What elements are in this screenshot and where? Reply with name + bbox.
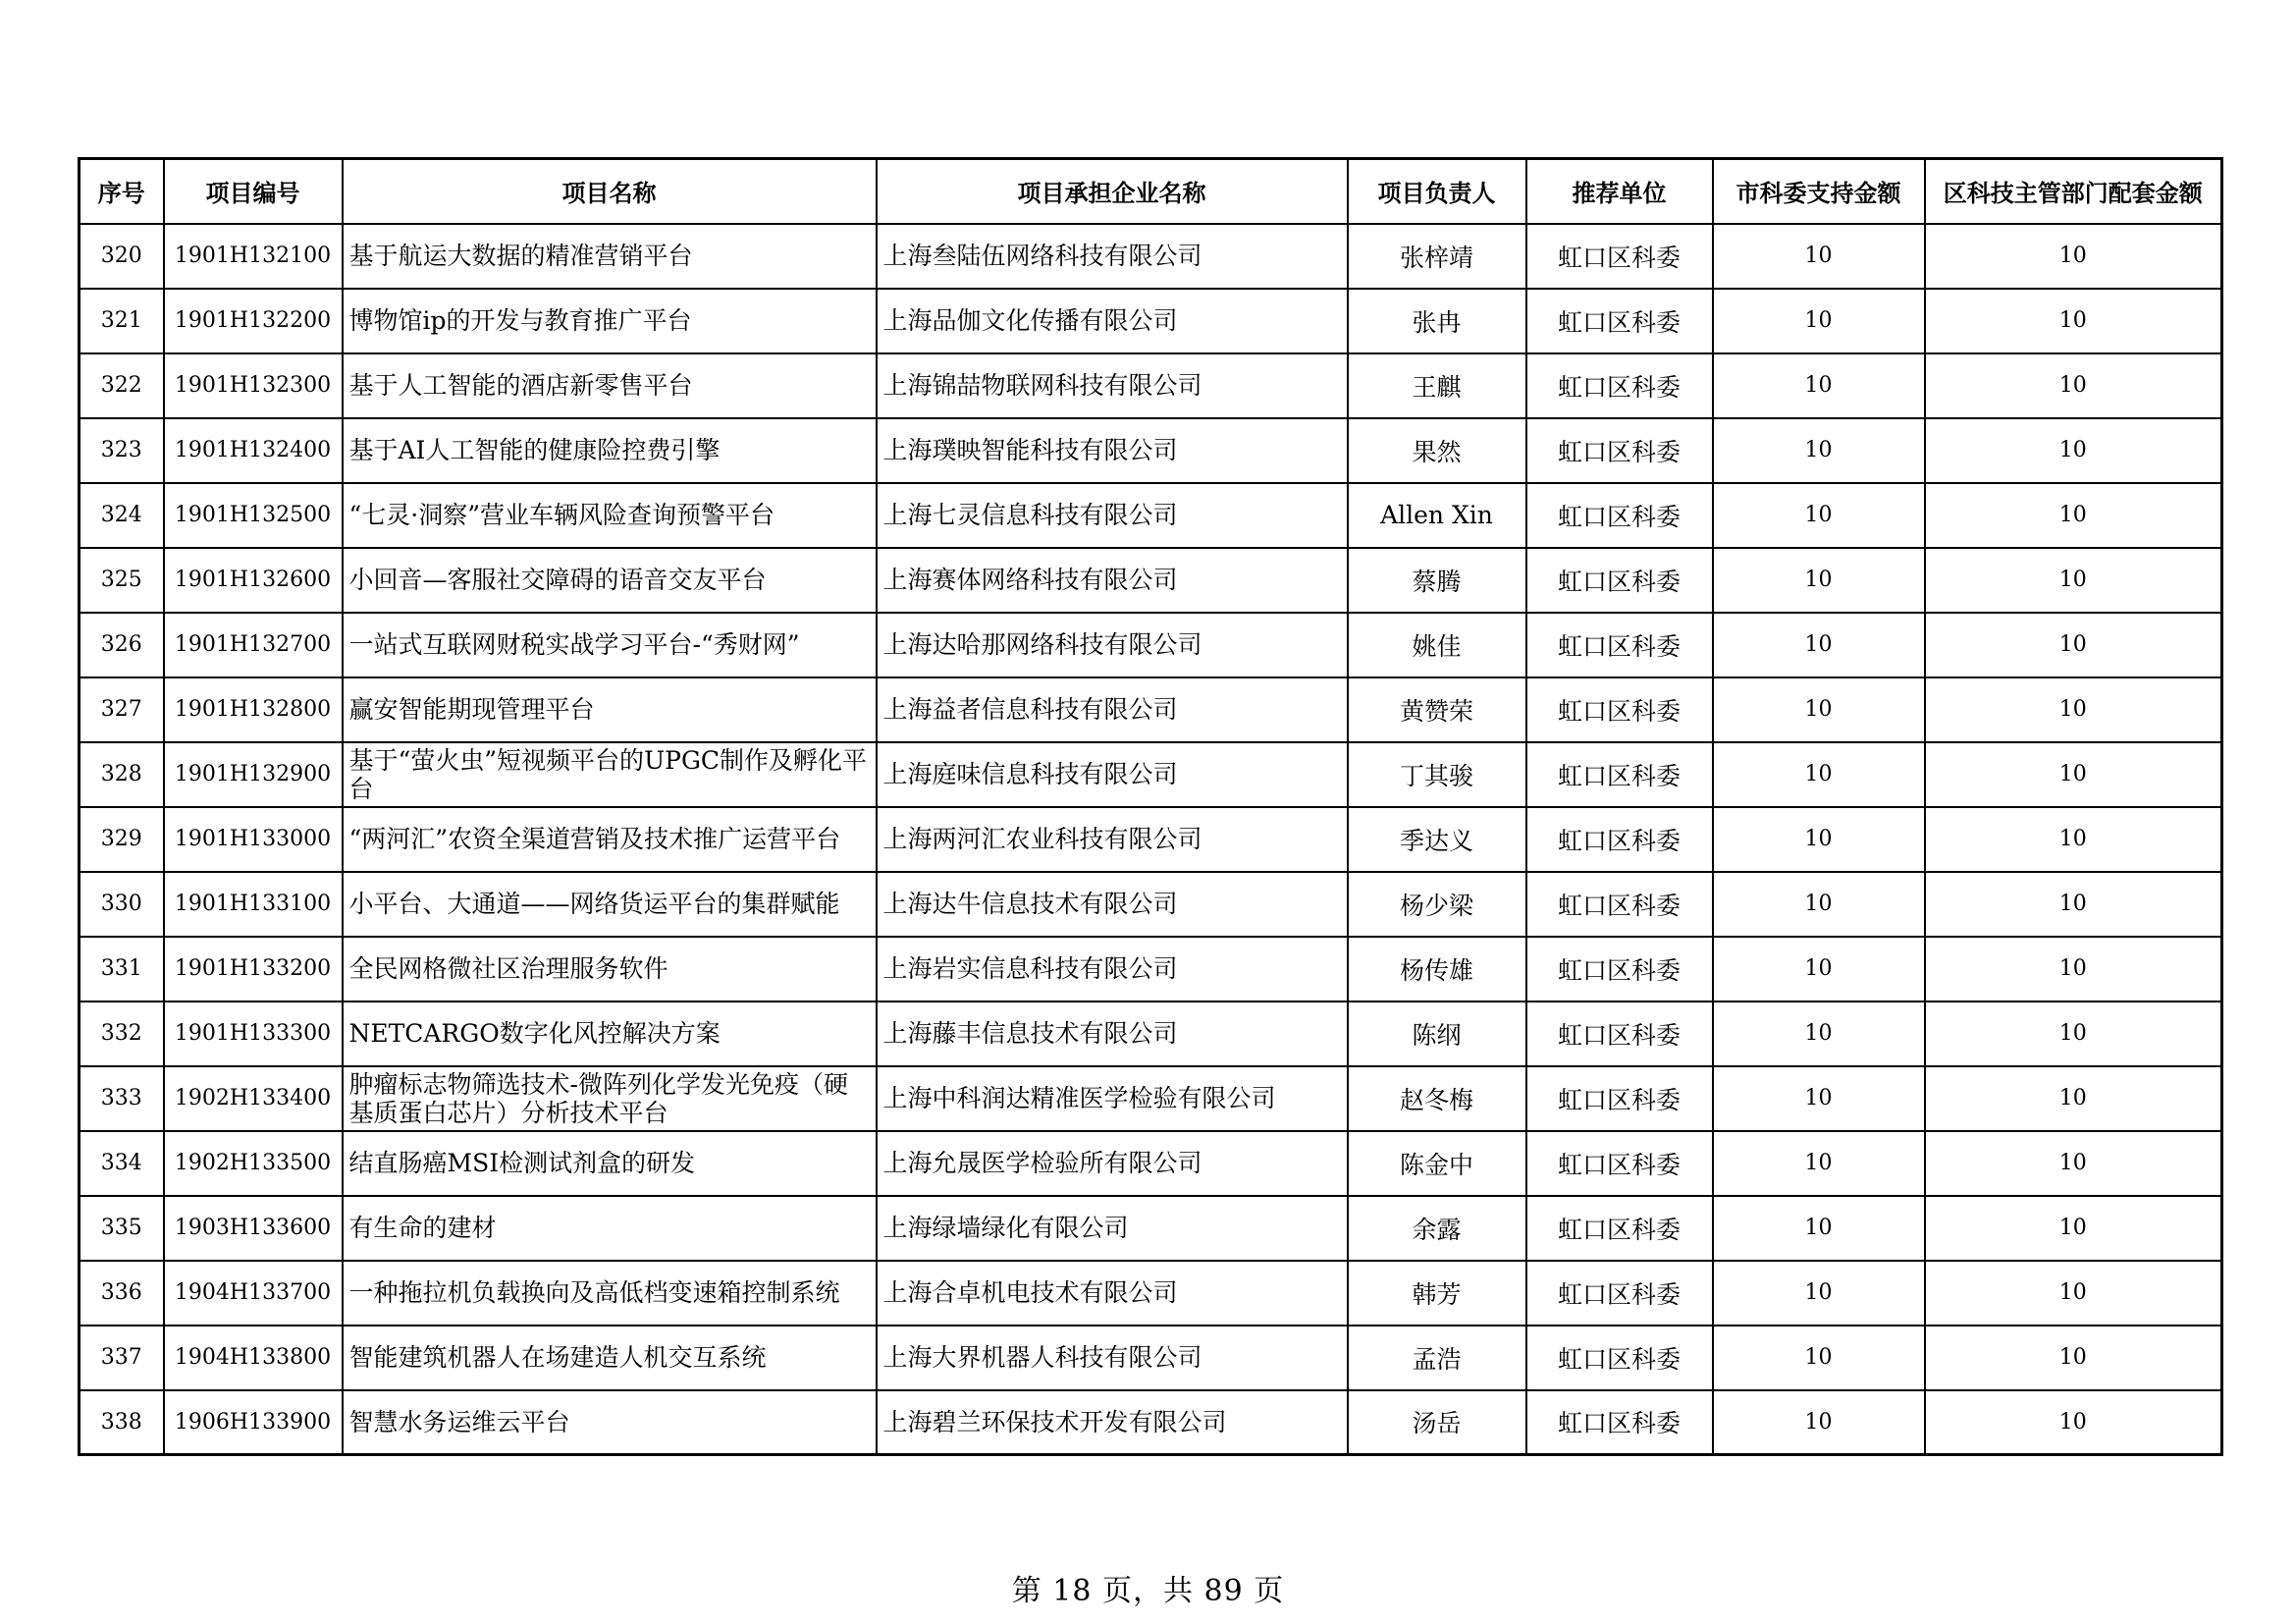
table-row — [80, 224, 2222, 289]
cell-company-name: 上海藤丰信息技术有限公司 — [877, 1001, 1348, 1066]
table-body — [80, 224, 2222, 1455]
table-row — [80, 289, 2222, 353]
cell-recommending-unit: 虹口区科委 — [1526, 289, 1713, 353]
cell-project-code: 1901H132900 — [164, 742, 343, 807]
cell-company-name: 上海两河汇农业科技有限公司 — [877, 807, 1348, 872]
cell-project-leader: 赵冬梅 — [1348, 1066, 1526, 1131]
table-row — [80, 1390, 2222, 1455]
cell-index: 333 — [80, 1066, 164, 1131]
header-company-name: 项目承担企业名称 — [877, 159, 1348, 224]
table-row — [80, 742, 2222, 807]
cell-project-leader: 孟浩 — [1348, 1326, 1526, 1390]
cell-city-support-amount: 10 — [1713, 1261, 1925, 1326]
cell-city-support-amount: 10 — [1713, 1390, 1925, 1455]
page-footer — [0, 1566, 2296, 1609]
cell-city-support-amount: 10 — [1713, 677, 1925, 742]
cell-index: 332 — [80, 1001, 164, 1066]
cell-city-support-amount: 10 — [1713, 418, 1925, 483]
cell-district-matching-amount: 10 — [1925, 613, 2222, 677]
cell-district-matching-amount: 10 — [1925, 1066, 2222, 1131]
cell-district-matching-amount: 10 — [1925, 1261, 2222, 1326]
cell-index: 324 — [80, 483, 164, 548]
cell-project-name: 基于航运大数据的精准营销平台 — [343, 224, 877, 289]
table-row — [80, 1196, 2222, 1261]
table-row — [80, 1066, 2222, 1131]
cell-index: 334 — [80, 1131, 164, 1196]
cell-project-leader: Allen Xin — [1348, 483, 1526, 548]
table-row — [80, 483, 2222, 548]
table-header-row — [80, 159, 2222, 224]
cell-project-leader: 韩芳 — [1348, 1261, 1526, 1326]
cell-project-leader: 杨少梁 — [1348, 872, 1526, 937]
cell-company-name: 上海锦喆物联网科技有限公司 — [877, 353, 1348, 418]
cell-company-name: 上海碧兰环保技术开发有限公司 — [877, 1390, 1348, 1455]
table-row — [80, 418, 2222, 483]
cell-city-support-amount: 10 — [1713, 807, 1925, 872]
cell-project-leader: 余露 — [1348, 1196, 1526, 1261]
cell-city-support-amount: 10 — [1713, 224, 1925, 289]
cell-district-matching-amount: 10 — [1925, 1326, 2222, 1390]
cell-project-name: NETCARGO数字化风控解决方案 — [343, 1001, 877, 1066]
cell-company-name: 上海达哈那网络科技有限公司 — [877, 613, 1348, 677]
cell-recommending-unit: 虹口区科委 — [1526, 1261, 1713, 1326]
cell-recommending-unit: 虹口区科委 — [1526, 613, 1713, 677]
cell-project-leader: 姚佳 — [1348, 613, 1526, 677]
footer-middle: 页，共 — [1102, 1574, 1194, 1608]
cell-recommending-unit: 虹口区科委 — [1526, 1066, 1713, 1131]
header-recommending-unit: 推荐单位 — [1526, 159, 1713, 224]
cell-company-name: 上海中科润达精准医学检验有限公司 — [877, 1066, 1348, 1131]
cell-recommending-unit: 虹口区科委 — [1526, 353, 1713, 418]
cell-district-matching-amount: 10 — [1925, 224, 2222, 289]
cell-company-name: 上海庭味信息科技有限公司 — [877, 742, 1348, 807]
project-table — [78, 157, 2223, 1456]
cell-project-leader: 汤岳 — [1348, 1390, 1526, 1455]
cell-index: 321 — [80, 289, 164, 353]
cell-project-leader: 张冉 — [1348, 289, 1526, 353]
cell-index: 330 — [80, 872, 164, 937]
cell-city-support-amount: 10 — [1713, 353, 1925, 418]
cell-index: 329 — [80, 807, 164, 872]
cell-recommending-unit: 虹口区科委 — [1526, 677, 1713, 742]
cell-project-code: 1901H132100 — [164, 224, 343, 289]
header-project-code: 项目编号 — [164, 159, 343, 224]
footer-total-pages: 89 — [1203, 1574, 1244, 1608]
cell-project-name: 一种拖拉机负载换向及高低档变速箱控制系统 — [343, 1261, 877, 1326]
cell-company-name: 上海绿墙绿化有限公司 — [877, 1196, 1348, 1261]
cell-project-leader: 黄赞荣 — [1348, 677, 1526, 742]
cell-project-name: 智慧水务运维云平台 — [343, 1390, 877, 1455]
cell-project-name: 小回音—客服社交障碍的语音交友平台 — [343, 548, 877, 613]
cell-recommending-unit: 虹口区科委 — [1526, 1196, 1713, 1261]
table-row — [80, 937, 2222, 1001]
cell-project-code: 1901H132300 — [164, 353, 343, 418]
cell-project-leader: 杨传雄 — [1348, 937, 1526, 1001]
cell-city-support-amount: 10 — [1713, 1196, 1925, 1261]
cell-recommending-unit: 虹口区科委 — [1526, 1001, 1713, 1066]
cell-project-code: 1901H132500 — [164, 483, 343, 548]
cell-company-name: 上海品伽文化传播有限公司 — [877, 289, 1348, 353]
cell-city-support-amount: 10 — [1713, 1326, 1925, 1390]
cell-district-matching-amount: 10 — [1925, 1390, 2222, 1455]
cell-project-code: 1903H133600 — [164, 1196, 343, 1261]
cell-index: 325 — [80, 548, 164, 613]
table-row — [80, 1326, 2222, 1390]
cell-city-support-amount: 10 — [1713, 483, 1925, 548]
cell-city-support-amount: 10 — [1713, 1131, 1925, 1196]
cell-district-matching-amount: 10 — [1925, 418, 2222, 483]
cell-project-name: 基于人工智能的酒店新零售平台 — [343, 353, 877, 418]
cell-project-code: 1902H133500 — [164, 1131, 343, 1196]
cell-district-matching-amount: 10 — [1925, 1131, 2222, 1196]
cell-project-name: 智能建筑机器人在场建造人机交互系统 — [343, 1326, 877, 1390]
cell-company-name: 上海叁陆伍网络科技有限公司 — [877, 224, 1348, 289]
cell-company-name: 上海岩实信息科技有限公司 — [877, 937, 1348, 1001]
footer-prefix: 第 — [1011, 1574, 1042, 1608]
cell-city-support-amount: 10 — [1713, 1066, 1925, 1131]
table-row — [80, 548, 2222, 613]
table-row — [80, 677, 2222, 742]
cell-city-support-amount: 10 — [1713, 1001, 1925, 1066]
cell-district-matching-amount: 10 — [1925, 548, 2222, 613]
cell-index: 335 — [80, 1196, 164, 1261]
cell-recommending-unit: 虹口区科委 — [1526, 548, 1713, 613]
cell-district-matching-amount: 10 — [1925, 483, 2222, 548]
cell-project-name: 基于“萤火虫”短视频平台的UPGC制作及孵化平台 — [343, 742, 877, 807]
footer-page-number: 18 — [1052, 1574, 1093, 1608]
table-row — [80, 807, 2222, 872]
cell-project-leader: 果然 — [1348, 418, 1526, 483]
cell-project-code: 1901H132700 — [164, 613, 343, 677]
cell-city-support-amount: 10 — [1713, 742, 1925, 807]
cell-project-leader: 陈金中 — [1348, 1131, 1526, 1196]
cell-project-leader: 陈纲 — [1348, 1001, 1526, 1066]
cell-recommending-unit: 虹口区科委 — [1526, 1390, 1713, 1455]
cell-project-leader: 蔡腾 — [1348, 548, 1526, 613]
cell-district-matching-amount: 10 — [1925, 937, 2222, 1001]
cell-index: 336 — [80, 1261, 164, 1326]
cell-recommending-unit: 虹口区科委 — [1526, 1326, 1713, 1390]
table-row — [80, 872, 2222, 937]
header-project-name: 项目名称 — [343, 159, 877, 224]
cell-index: 326 — [80, 613, 164, 677]
cell-index: 337 — [80, 1326, 164, 1390]
table-row — [80, 613, 2222, 677]
cell-index: 338 — [80, 1390, 164, 1455]
cell-project-code: 1901H132800 — [164, 677, 343, 742]
cell-project-name: 小平台、大通道——网络货运平台的集群赋能 — [343, 872, 877, 937]
cell-company-name: 上海大界机器人科技有限公司 — [877, 1326, 1348, 1390]
cell-district-matching-amount: 10 — [1925, 1196, 2222, 1261]
cell-company-name: 上海璞映智能科技有限公司 — [877, 418, 1348, 483]
footer-suffix: 页 — [1254, 1574, 1285, 1608]
cell-index: 328 — [80, 742, 164, 807]
cell-project-code: 1901H133200 — [164, 937, 343, 1001]
table-row — [80, 1001, 2222, 1066]
cell-district-matching-amount: 10 — [1925, 1001, 2222, 1066]
cell-city-support-amount: 10 — [1713, 289, 1925, 353]
cell-project-name: “七灵·洞察”营业车辆风险查询预警平台 — [343, 483, 877, 548]
cell-index: 331 — [80, 937, 164, 1001]
cell-city-support-amount: 10 — [1713, 937, 1925, 1001]
cell-project-code: 1904H133800 — [164, 1326, 343, 1390]
cell-company-name: 上海达牛信息技术有限公司 — [877, 872, 1348, 937]
header-index: 序号 — [80, 159, 164, 224]
cell-district-matching-amount: 10 — [1925, 872, 2222, 937]
cell-project-leader: 丁其骏 — [1348, 742, 1526, 807]
cell-city-support-amount: 10 — [1713, 872, 1925, 937]
cell-company-name: 上海合卓机电技术有限公司 — [877, 1261, 1348, 1326]
cell-district-matching-amount: 10 — [1925, 807, 2222, 872]
cell-city-support-amount: 10 — [1713, 613, 1925, 677]
cell-recommending-unit: 虹口区科委 — [1526, 418, 1713, 483]
cell-recommending-unit: 虹口区科委 — [1526, 742, 1713, 807]
cell-project-name: 有生命的建材 — [343, 1196, 877, 1261]
cell-company-name: 上海七灵信息科技有限公司 — [877, 483, 1348, 548]
cell-project-leader: 张梓靖 — [1348, 224, 1526, 289]
cell-district-matching-amount: 10 — [1925, 742, 2222, 807]
cell-project-name: 赢安智能期现管理平台 — [343, 677, 877, 742]
header-project-leader: 项目负责人 — [1348, 159, 1526, 224]
cell-district-matching-amount: 10 — [1925, 677, 2222, 742]
cell-company-name: 上海允晟医学检验所有限公司 — [877, 1131, 1348, 1196]
cell-project-name: 肿瘤标志物筛选技术-微阵列化学发光免疫（硬基质蛋白芯片）分析技术平台 — [343, 1066, 877, 1131]
cell-recommending-unit: 虹口区科委 — [1526, 1131, 1713, 1196]
cell-project-code: 1901H132200 — [164, 289, 343, 353]
cell-project-code: 1901H132400 — [164, 418, 343, 483]
cell-district-matching-amount: 10 — [1925, 353, 2222, 418]
cell-recommending-unit: 虹口区科委 — [1526, 937, 1713, 1001]
cell-project-name: 基于AI人工智能的健康险控费引擎 — [343, 418, 877, 483]
cell-recommending-unit: 虹口区科委 — [1526, 224, 1713, 289]
cell-project-name: 博物馆ip的开发与教育推广平台 — [343, 289, 877, 353]
cell-recommending-unit: 虹口区科委 — [1526, 807, 1713, 872]
cell-company-name: 上海益者信息科技有限公司 — [877, 677, 1348, 742]
cell-index: 320 — [80, 224, 164, 289]
table-row — [80, 1131, 2222, 1196]
cell-index: 323 — [80, 418, 164, 483]
cell-project-leader: 王麒 — [1348, 353, 1526, 418]
cell-project-code: 1904H133700 — [164, 1261, 343, 1326]
cell-project-code: 1901H133000 — [164, 807, 343, 872]
cell-project-code: 1901H132600 — [164, 548, 343, 613]
cell-project-code: 1901H133300 — [164, 1001, 343, 1066]
cell-district-matching-amount: 10 — [1925, 289, 2222, 353]
cell-project-name: 结直肠癌MSI检测试剂盒的研发 — [343, 1131, 877, 1196]
cell-project-code: 1902H133400 — [164, 1066, 343, 1131]
cell-project-name: “两河汇”农资全渠道营销及技术推广运营平台 — [343, 807, 877, 872]
cell-city-support-amount: 10 — [1713, 548, 1925, 613]
table-row — [80, 1261, 2222, 1326]
cell-recommending-unit: 虹口区科委 — [1526, 872, 1713, 937]
cell-project-code: 1901H133100 — [164, 872, 343, 937]
cell-index: 322 — [80, 353, 164, 418]
header-city-support-amount: 市科委支持金额 — [1713, 159, 1925, 224]
table-row — [80, 353, 2222, 418]
cell-recommending-unit: 虹口区科委 — [1526, 483, 1713, 548]
cell-project-code: 1906H133900 — [164, 1390, 343, 1455]
cell-project-leader: 季达义 — [1348, 807, 1526, 872]
cell-project-name: 一站式互联网财税实战学习平台-“秀财网” — [343, 613, 877, 677]
header-district-matching-amount: 区科技主管部门配套金额 — [1925, 159, 2222, 224]
cell-company-name: 上海赛体网络科技有限公司 — [877, 548, 1348, 613]
cell-project-name: 全民网格微社区治理服务软件 — [343, 937, 877, 1001]
cell-index: 327 — [80, 677, 164, 742]
